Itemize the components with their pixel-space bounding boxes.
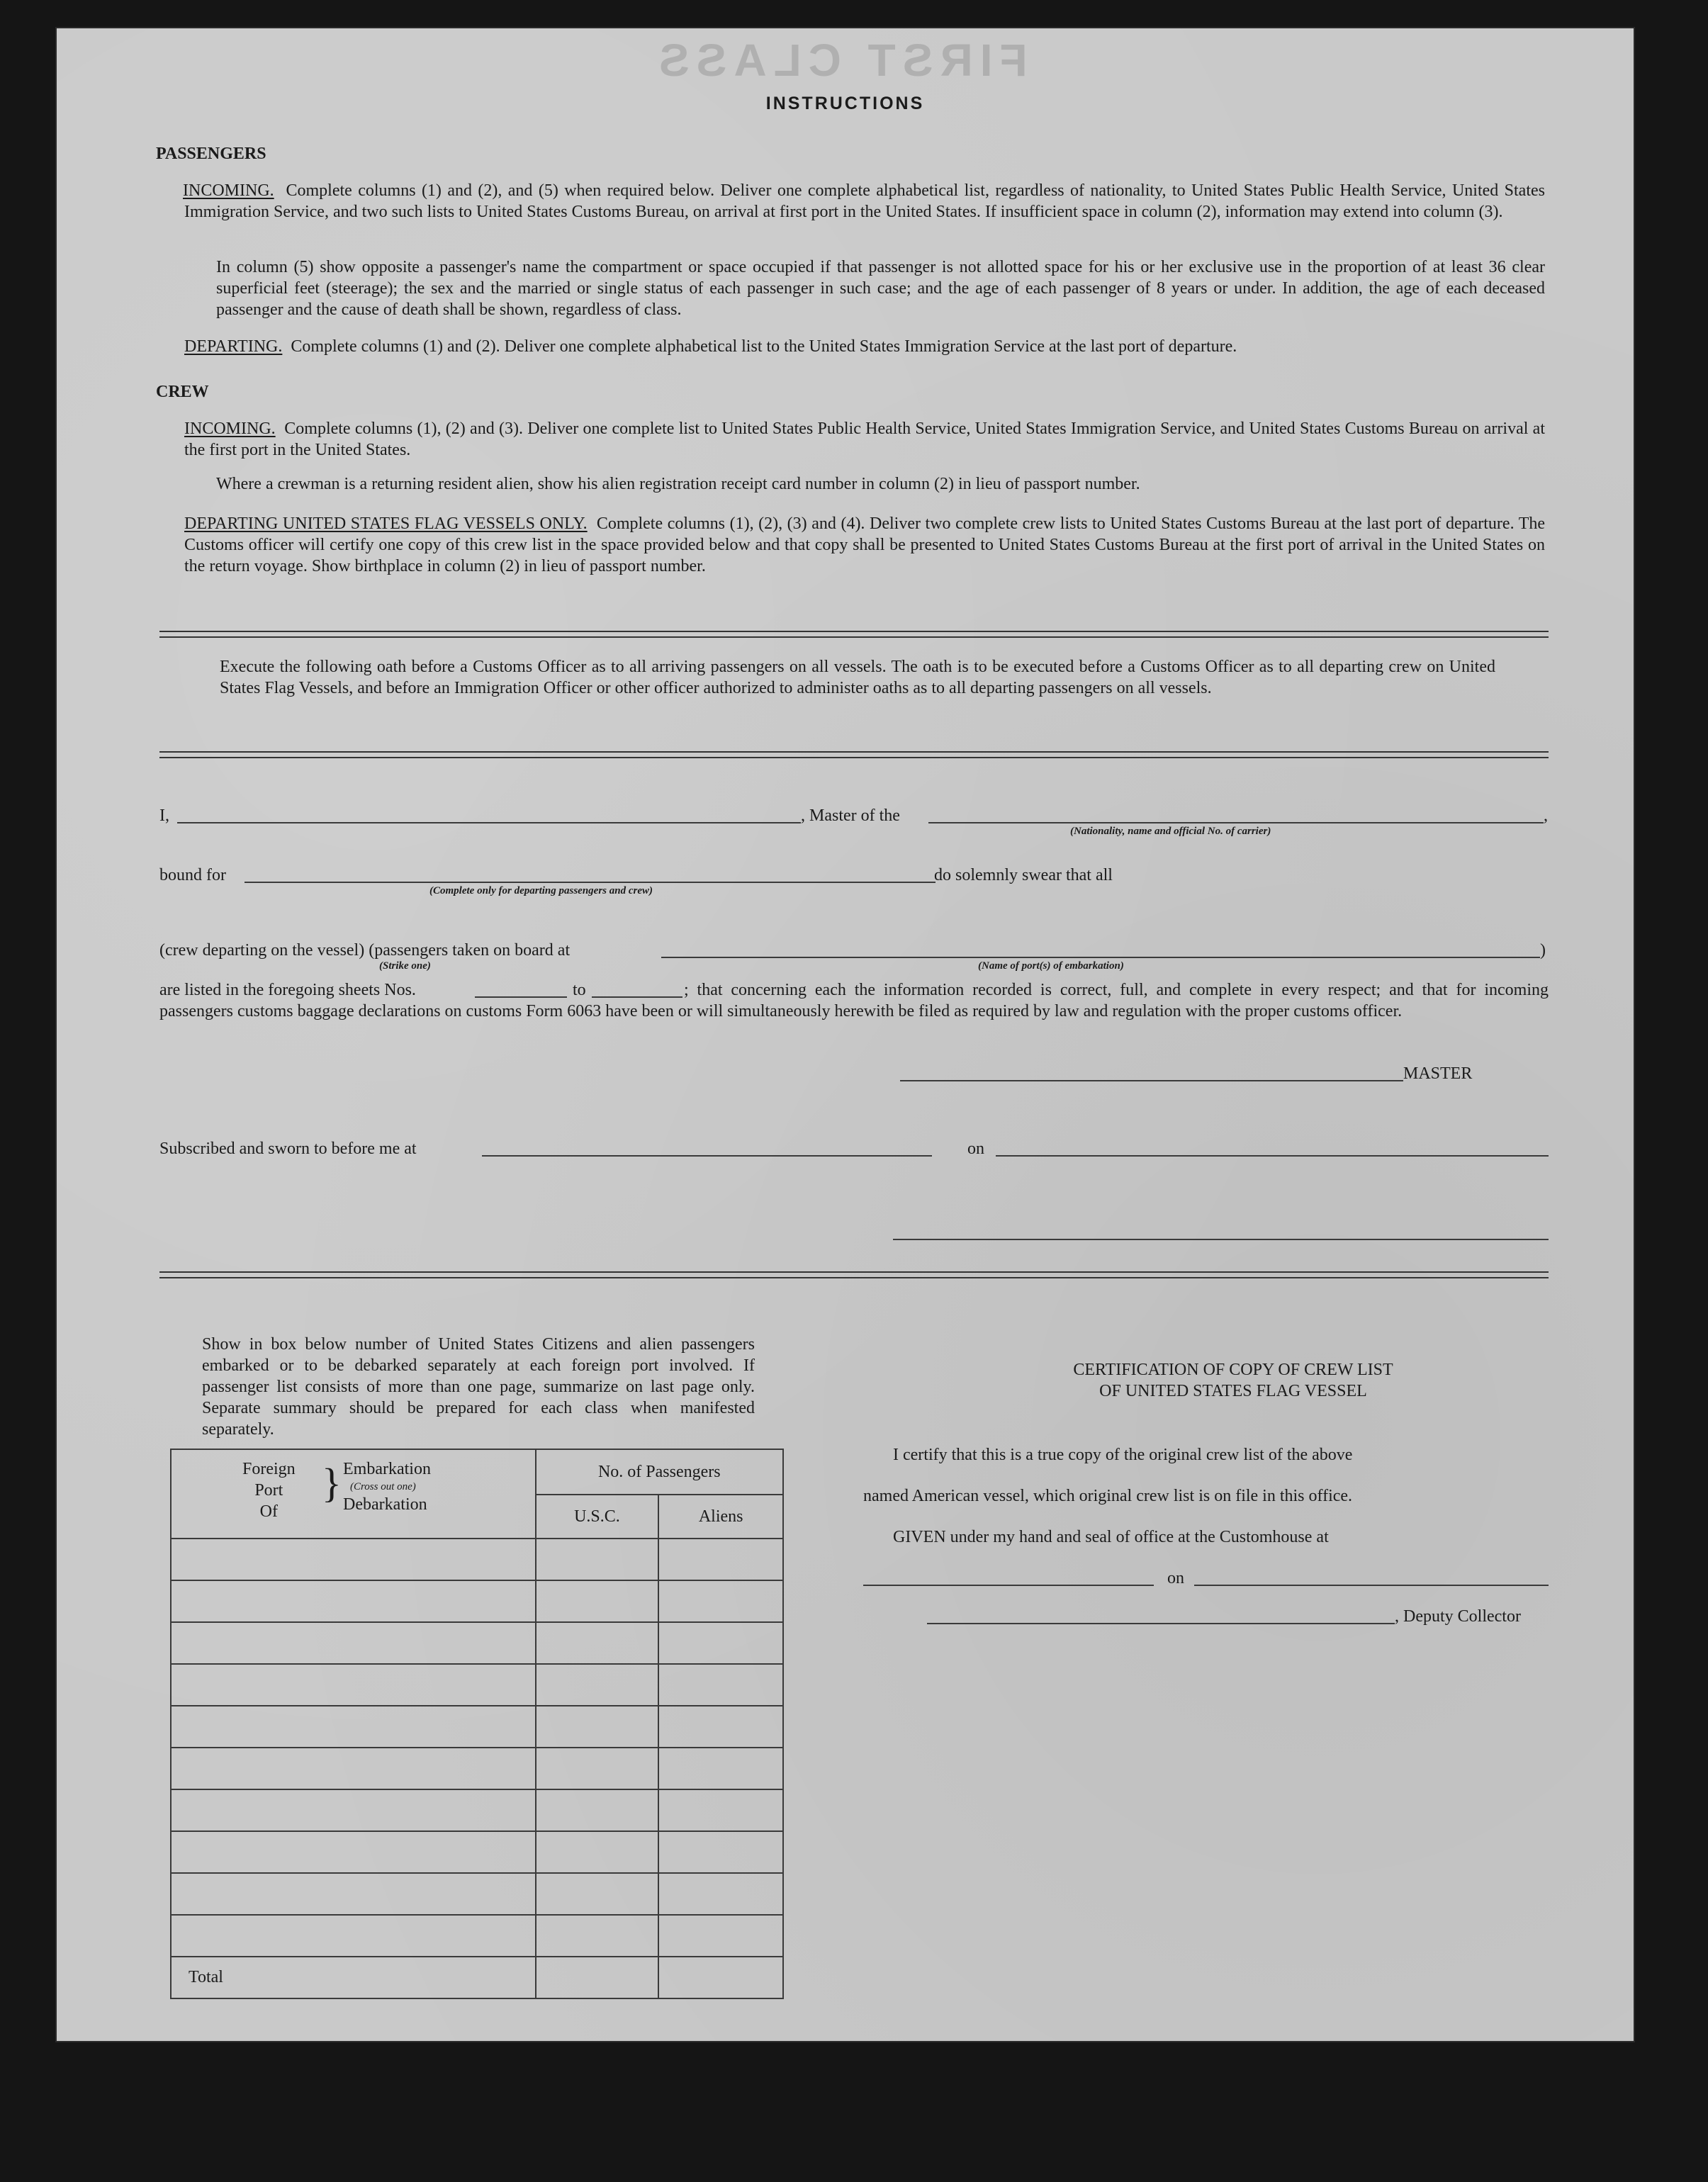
listed-prefix: are listed in the foregoing sheets Nos. [159,981,416,999]
total-label: Total [171,1957,536,1998]
port-header-cell [171,1449,536,1539]
usc-cell[interactable] [536,1706,659,1748]
passengers-departing-paragraph [184,336,1545,357]
embarkation-label: Embarkation [343,1460,431,1478]
crew-incoming-paragraph [184,418,1545,461]
usc-cell[interactable] [536,1748,659,1789]
aliens-cell[interactable] [658,1915,783,1957]
master-name-field[interactable] [177,822,801,823]
crew-departing-label: DEPARTING UNITED STATES FLAG VESSELS ONLY. [184,514,588,533]
no-of-passengers-header: No. of Passengers [536,1449,783,1495]
passengers-departing-label: DEPARTING. [184,337,283,356]
certification-line-3: GIVEN under my hand and seal of office at the Customhouse at [893,1528,1329,1546]
usc-cell[interactable] [536,1915,659,1957]
strike-one-hint: (Strike one) [379,960,431,972]
crew-departing-label: (crew departing on the vessel) (passengers taken on board at [159,941,571,960]
passengers-column5-paragraph: In column (5) show opposite a passenger's name the compartment or space occupied if that passenger is not allotted space for his or her exclusive use in the proportion of at least 36 clear superficial feet (steerage); the sex and the married or single status of each passenger in such case; and the age of each passenger of 8 years or under. In addition, the age of each deceased passenger and the cause of death shall be shown, regardless of class. [216,258,1545,319]
port-label: Port [254,1481,283,1500]
officer-signature-field[interactable] [893,1239,1549,1240]
crew-incoming-label: INCOMING. [184,420,276,438]
port-cell[interactable] [171,1539,536,1580]
of-label: Of [259,1502,278,1521]
comma-label: , [1544,806,1548,825]
aliens-cell[interactable] [658,1706,783,1748]
usc-cell[interactable] [536,1580,659,1622]
port-cell[interactable] [171,1580,536,1622]
usc-cell[interactable] [536,1539,659,1580]
instructions-title: INSTRUCTIONS [765,94,925,113]
usc-cell[interactable] [536,1873,659,1915]
aliens-header: Aliens [658,1495,783,1539]
swear-label: do solemnly swear that all [934,866,1113,884]
passengers-heading: PASSENGERS [156,145,266,163]
bound-for-field[interactable] [245,882,936,883]
embarkation-ports-field[interactable] [661,957,1540,958]
port-cell[interactable] [171,1789,536,1831]
subscribed-label: Subscribed and sworn to before me at [159,1140,417,1158]
section-divider [159,751,1549,758]
certification-line-1: I certify that this is a true copy of the original crew list of the above [893,1446,1353,1464]
foreign-label: Foreign [242,1460,296,1478]
sworn-date-field[interactable] [996,1155,1549,1157]
close-paren: ) [1540,941,1546,960]
usc-header: U.S.C. [536,1495,659,1539]
brace-glyph: } [322,1460,342,1506]
aliens-cell[interactable] [658,1539,783,1580]
oath-instruction: Execute the following oath before a Customs Officer as to all arriving passengers on all vessels. The oath is to be executed before a Customs Officer as to all departing crew on United States Flag Vessels, and before an Immigration Officer or other officer authorized to administer oaths as to all departing passengers on all vessels. [220,658,1495,697]
crew-returning-paragraph: Where a crewman is a returning resident alien, show his alien registration receipt card number in column (2) in lieu of passport number. [216,475,1140,493]
to-label: to [573,981,586,999]
port-cell[interactable] [171,1873,536,1915]
aliens-cell[interactable] [658,1789,783,1831]
nationality-hint: (Nationality, name and official No. of carrier) [1070,826,1271,837]
deputy-signature-field[interactable] [927,1623,1395,1624]
port-cell[interactable] [171,1748,536,1789]
sworn-place-field[interactable] [482,1155,932,1157]
total-aliens-cell[interactable] [658,1957,783,1998]
passengers-incoming-label: INCOMING. [183,181,274,200]
form-page [57,28,1634,2041]
complete-only-hint: (Complete only for departing passengers and crew) [429,885,653,896]
cross-out-hint: (Cross out one) [350,1481,416,1492]
certification-title-2: OF UNITED STATES FLAG VESSEL [1099,1382,1367,1400]
usc-cell[interactable] [536,1831,659,1873]
carrier-field[interactable] [928,822,1544,823]
deputy-collector-label: , Deputy Collector [1395,1607,1521,1626]
section-divider [159,631,1549,638]
crew-heading: CREW [156,383,209,401]
port-cell[interactable] [171,1622,536,1664]
port-cell[interactable] [171,1706,536,1748]
port-cell[interactable] [171,1915,536,1957]
bleed-through-watermark: FIRST CLASS [652,35,1028,86]
crew-departing-paragraph [184,513,1545,577]
certification-title-1: CERTIFICATION OF COPY OF CREW LIST [1073,1361,1393,1379]
customhouse-field[interactable] [863,1585,1154,1586]
oath-i-label: I, [159,806,169,825]
aliens-cell[interactable] [658,1664,783,1706]
crew-incoming-text: Complete columns (1), (2) and (3). Deliver one complete list to United States Public Health Service, United States Immigration Service, and United States Customs Bureau on arrival at the first port in the United States. [184,420,1546,459]
aliens-cell[interactable] [658,1580,783,1622]
bound-for-label: bound for [159,866,226,884]
certification-date-field[interactable] [1194,1585,1549,1586]
summary-instruction: Show in box below number of United States Citizens and alien passengers embarked or to be debarked separately at each foreign port involved. If passenger list consists of more than one page, summarize on last page only. Separate summary should be prepared for each class when manifested separately. [202,1335,755,1439]
usc-cell[interactable] [536,1664,659,1706]
ports-hint: (Name of port(s) of embarkation) [978,960,1124,972]
master-signature-field[interactable] [900,1080,1403,1081]
total-usc-cell[interactable] [536,1957,659,1998]
passengers-incoming-text: Complete columns (1) and (2), and (5) when required below. Deliver one complete alphabetical list, regardless of nationality, to United States Public Health Service, United States Immigration Service, and two such lists to United States Customs Bureau, on arrival at first port in the United States. If insufficient space in column (2), information may extend into column (3). [184,181,1545,221]
crew-departing-text: Complete columns (1), (2), (3) and (4). Deliver two complete crew lists to United States Customs Bureau at the last port of departure. The Customs officer will certify one copy of this crew list in the space provided below and that copy shall be presented to United States Customs Bureau at the first port of arrival in the United States on the return voyage. Show birthplace in column (2) in lieu of passport number. [184,514,1546,575]
sworn-on-label: on [967,1140,984,1158]
master-label: MASTER [1403,1064,1473,1083]
certification-on-label: on [1167,1569,1184,1587]
passengers-departing-text: Complete columns (1) and (2). Deliver one complete alphabetical list to the United States Immigration Service at the last port of departure. [291,337,1237,356]
port-cell[interactable] [171,1664,536,1706]
certification-line-2: named American vessel, which original crew list is on file in this office. [863,1487,1353,1505]
port-cell[interactable] [171,1831,536,1873]
listed-text: ; that concerning each the information recorded is correct, full, and complete in every respect; and that for incoming passengers customs baggage declarations on customs Form 6063 have been or will simultaneously herewith be filed as required by law and regulation with the proper customs officer. [159,981,1549,1020]
aliens-cell[interactable] [658,1831,783,1873]
passenger-summary-table [170,1449,784,1999]
master-of-label: , Master of the [801,806,900,825]
section-divider [159,1271,1549,1278]
usc-cell[interactable] [536,1622,659,1664]
aliens-cell[interactable] [658,1748,783,1789]
usc-cell[interactable] [536,1789,659,1831]
debarkation-label: Debarkation [343,1495,427,1514]
aliens-cell[interactable] [658,1873,783,1915]
aliens-cell[interactable] [658,1622,783,1664]
passengers-incoming-paragraph [184,180,1545,223]
